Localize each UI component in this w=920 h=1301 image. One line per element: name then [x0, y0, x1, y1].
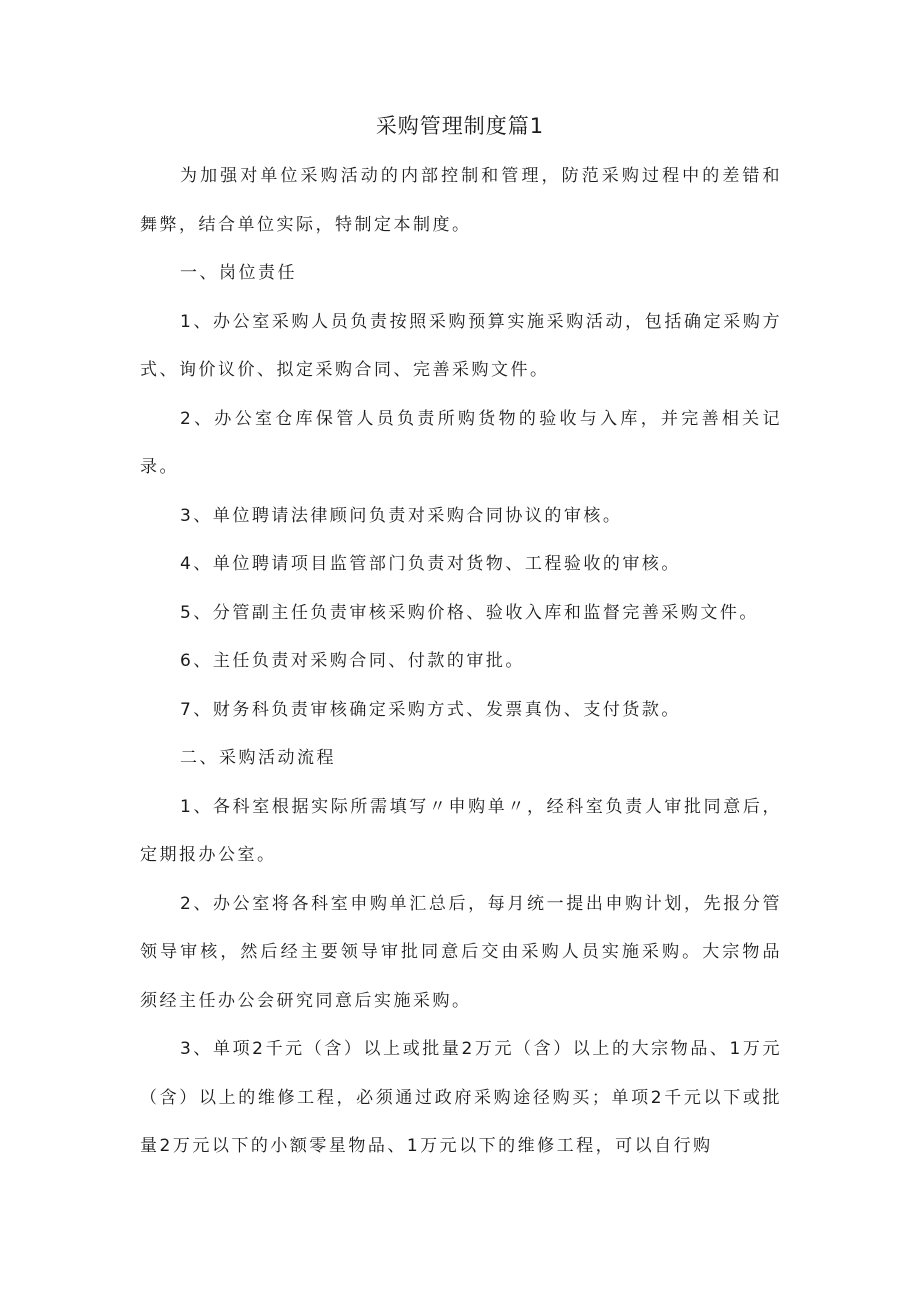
paragraph-duty-3: 3、单位聘请法律顾问负责对采购合同协议的审核。 — [180, 505, 623, 526]
paragraph-duty-4: 4、单位聘请项目监管部门负责对货物、工程验收的审核。 — [180, 554, 681, 574]
section-heading-procurement-process: 二、采购活动流程 — [180, 748, 336, 768]
paragraph-duty-6: 6、主任负责对采购合同、付款的审批。 — [180, 651, 525, 671]
paragraph-duty-7: 7、财务科负责审核确定采购方式、发票真伪、支付货款。 — [180, 699, 681, 720]
paragraph-process-2: 2、办公室将各科室申购单汇总后，每月统一提出申购计划，先报分管领导审核，然后经主要领导审批同意后交由采购人员实施采购。大宗物品须经主任办公会研究同意后实施采购。 — [140, 893, 782, 1011]
paragraph-process-1: 1、各科室根据实际所需填写〃申购单〃，经科室负责人审批同意后，定期报办公室。 — [140, 796, 782, 865]
paragraph-duty-2: 2、办公室仓库保管人员负责所购货物的验收与入库，并完善相关记录。 — [140, 408, 782, 477]
paragraph-duty-5: 5、分管副主任负责审核采购价格、验收入库和监督完善采购文件。 — [180, 602, 759, 623]
paragraph-duty-1: 1、办公室采购人员负责按照采购预算实施采购活动，包括确定采购方式、询价议价、拟定采购合同、完善采购文件。 — [140, 311, 782, 380]
paragraph-process-3: 3、单项2千元（含）以上或批量2万元（含）以上的大宗物品、1万元（含）以上的维修工程，必须通过政府采购途径购买；单项2千元以下或批量2万元以下的小额零星物品、1万元以下的维修工程，可以自行购 — [140, 1039, 782, 1156]
document-body — [140, 152, 782, 1171]
document-title: 采购管理制度篇1 — [375, 114, 545, 138]
paragraph-intro: 为加强对单位采购活动的内部控制和管理，防范采购过程中的差错和舞弊，结合单位实际，特制定本制度。 — [140, 166, 782, 235]
section-heading-job-duties: 一、岗位责任 — [180, 263, 297, 283]
